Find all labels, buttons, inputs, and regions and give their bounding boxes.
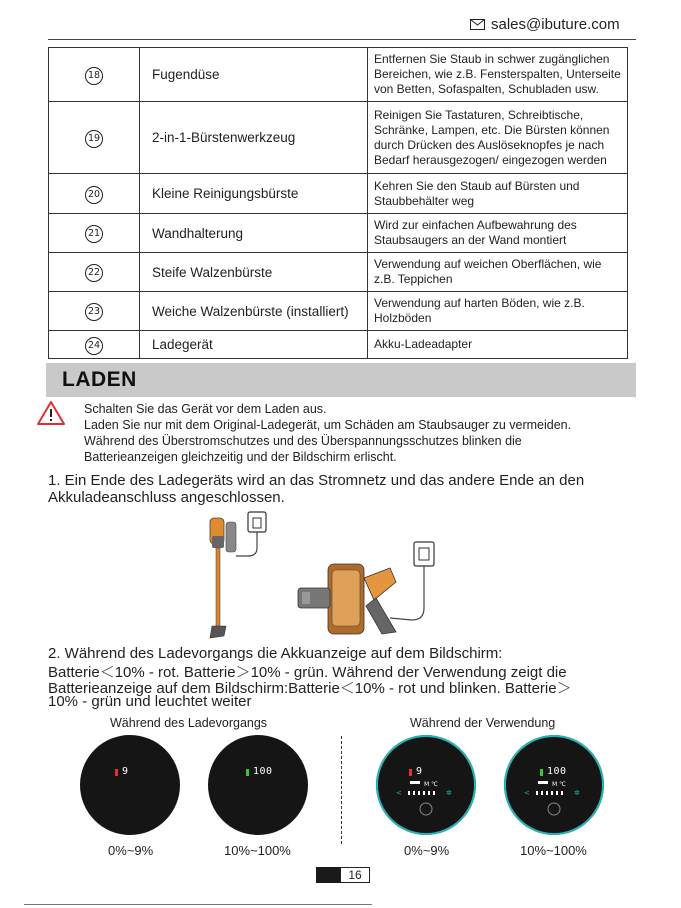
step1-text: Akkuladeanschluss angeschlossen. bbox=[48, 489, 285, 506]
part-number: 23 bbox=[85, 303, 103, 321]
header-email[interactable]: sales@ibuture.com bbox=[491, 16, 620, 33]
charging-caption: Während des Ladevorgangs bbox=[110, 716, 268, 730]
display-label: 10%~100% bbox=[224, 843, 291, 858]
battery-indicator bbox=[246, 769, 249, 776]
part-number-cell bbox=[49, 174, 140, 214]
part-description: Entfernen Sie Staub in schwer zugänglichen Bereichen, wie z.B. Fensterspalten, Unterseite von Betten, Sofaspalten, Schubladen usw. bbox=[368, 48, 628, 102]
warning-line: Laden Sie nur mit dem Original-Ladegerät, um Schäden am Staubsauger zu vermeiden. bbox=[84, 418, 572, 432]
step2-text: 2. Während des Ladevorgangs die Akkuanzeige auf dem Bildschirm: bbox=[48, 645, 503, 662]
charger-socket-image bbox=[390, 542, 434, 620]
envelope-icon bbox=[470, 19, 485, 30]
table-row bbox=[49, 48, 628, 102]
svg-text:<: < bbox=[524, 789, 530, 797]
header-contact bbox=[470, 16, 620, 33]
battery-display bbox=[376, 735, 476, 835]
part-name: Weiche Walzenbürste (installiert) bbox=[140, 292, 368, 331]
part-number: 24 bbox=[85, 337, 103, 355]
parts-table bbox=[48, 47, 628, 359]
display-label: 0%~9% bbox=[404, 843, 450, 858]
display-icons bbox=[394, 779, 458, 819]
table-row bbox=[49, 214, 628, 253]
warning-triangle-icon bbox=[36, 400, 66, 426]
part-number: 19 bbox=[85, 130, 103, 148]
charging-illustration bbox=[190, 508, 460, 642]
svg-text:✲: ✲ bbox=[574, 789, 580, 797]
table-row bbox=[49, 174, 628, 214]
display-label: 0%~9% bbox=[108, 843, 154, 858]
section-title: LADEN bbox=[62, 368, 137, 391]
part-name: 2-in-1-Bürstenwerkzeug bbox=[140, 102, 368, 174]
battery-value: 9 bbox=[122, 766, 129, 777]
part-name: Kleine Reinigungsbürste bbox=[140, 174, 368, 214]
part-description: Wird zur einfachen Aufbewahrung des Staubsaugers an der Wand montiert bbox=[368, 214, 628, 253]
battery-value: 100 bbox=[253, 766, 273, 777]
battery-value: 100 bbox=[547, 766, 567, 777]
display-divider bbox=[341, 736, 342, 844]
battery-indicator bbox=[115, 769, 118, 776]
svg-text:✲: ✲ bbox=[446, 789, 452, 797]
battery-display bbox=[80, 735, 180, 835]
svg-text:M ℃: M ℃ bbox=[424, 781, 438, 788]
part-name: Wandhalterung bbox=[140, 214, 368, 253]
table-row bbox=[49, 292, 628, 331]
warning-line: Batterieanzeigen gleichzeitig und der Bildschirm erlischt. bbox=[84, 450, 397, 464]
stick-vacuum-image bbox=[210, 518, 236, 638]
part-description: Akku-Ladeadapter bbox=[368, 331, 628, 359]
part-number-cell bbox=[49, 253, 140, 292]
part-number: 18 bbox=[85, 67, 103, 85]
page-number-marker bbox=[316, 867, 340, 883]
battery-indicator bbox=[409, 769, 412, 776]
part-name: Ladegerät bbox=[140, 331, 368, 359]
part-number-cell bbox=[49, 48, 140, 102]
warning-line: Während des Überstromschutzes und des Überspannungsschutzes blinken die bbox=[84, 434, 522, 448]
usage-caption: Während der Verwendung bbox=[410, 716, 556, 730]
step2-text: Batterie＜10% - rot. Batterie＞10% - grün. Während der Verwendung zeigt die bbox=[48, 664, 567, 681]
part-description: Verwendung auf weichen Oberflächen, wie z.B. Teppichen bbox=[368, 253, 628, 292]
part-description: Verwendung auf harten Böden, wie z.B. Holzböden bbox=[368, 292, 628, 331]
part-number-cell bbox=[49, 102, 140, 174]
table-row bbox=[49, 102, 628, 174]
part-number: 21 bbox=[85, 225, 103, 243]
header-divider bbox=[48, 39, 636, 40]
display-icons bbox=[522, 779, 586, 819]
svg-text:M ℃: M ℃ bbox=[552, 781, 566, 788]
warning-line: Schalten Sie das Gerät vor dem Laden aus. bbox=[84, 402, 327, 416]
footer-divider bbox=[24, 904, 372, 905]
svg-text:<: < bbox=[396, 789, 402, 797]
part-name: Steife Walzenbürste bbox=[140, 253, 368, 292]
battery-indicator bbox=[540, 769, 543, 776]
part-number-cell bbox=[49, 214, 140, 253]
part-description: Kehren Sie den Staub auf Bürsten und Staubbehälter weg bbox=[368, 174, 628, 214]
part-number-cell bbox=[49, 331, 140, 359]
part-number: 22 bbox=[85, 264, 103, 282]
battery-display bbox=[208, 735, 308, 835]
display-label: 10%~100% bbox=[520, 843, 587, 858]
step2-text: 10% - grün und leuchtet weiter bbox=[48, 693, 252, 710]
step1-text: 1. Ein Ende des Ladegeräts wird an das Stromnetz und das andere Ende an den bbox=[48, 472, 585, 489]
battery-value: 9 bbox=[416, 766, 423, 777]
part-number: 20 bbox=[85, 186, 103, 204]
part-number-cell bbox=[49, 292, 140, 331]
page-number: 16 bbox=[340, 867, 370, 883]
step2-text: Batterieanzeige auf dem Bildschirm:Batterie＜10% - rot und blinken. Batterie＞ bbox=[48, 680, 572, 697]
handheld-vacuum-image bbox=[298, 564, 396, 634]
battery-display bbox=[504, 735, 604, 835]
wall-socket-image bbox=[236, 512, 266, 556]
part-name: Fugendüse bbox=[140, 48, 368, 102]
table-row bbox=[49, 253, 628, 292]
table-row bbox=[49, 331, 628, 359]
part-description: Reinigen Sie Tastaturen, Schreibtische, Schränke, Lampen, etc. Die Bürsten können durch Drücken des Auslöseknopfes je nach Bedarf herausgezogen/ eingezogen werden bbox=[368, 102, 628, 174]
